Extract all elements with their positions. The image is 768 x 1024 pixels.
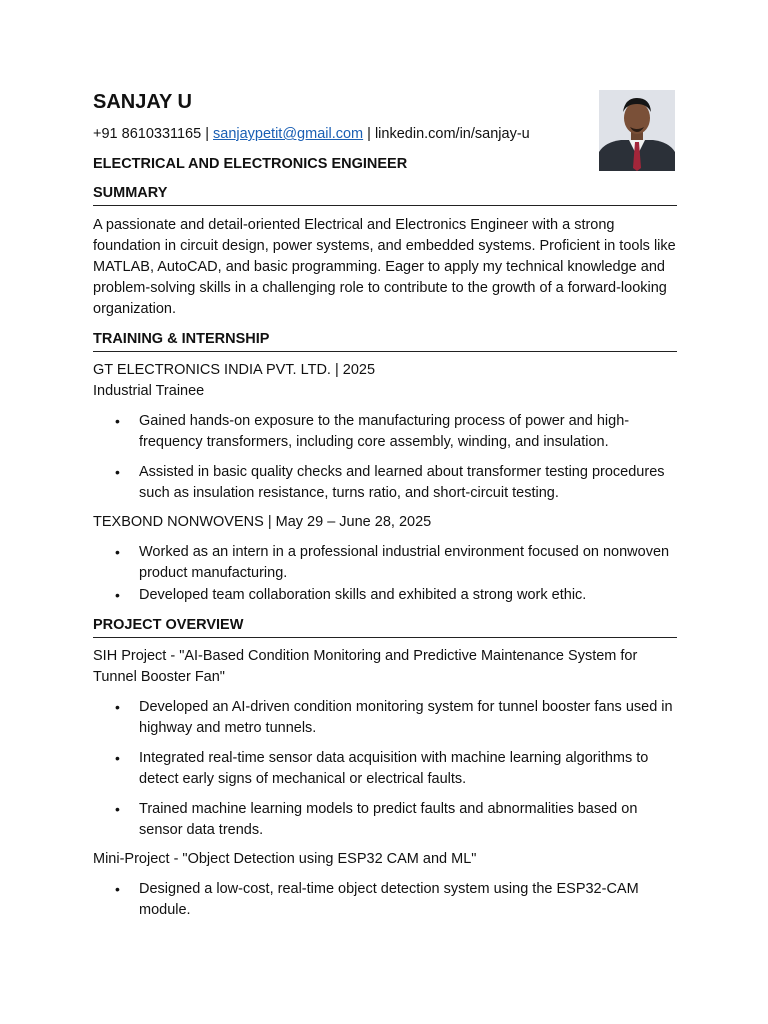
bullet-icon: • — [115, 544, 120, 560]
bullet-icon: • — [115, 801, 120, 817]
list-item — [93, 697, 677, 739]
summary-heading: SUMMARY — [93, 183, 677, 206]
bullet-icon: • — [115, 699, 120, 715]
summary-text: A passionate and detail-oriented Electrical and Electronics Engineer with a strong foundation in circuit design, power systems, and embedded systems. Proficient in tools like MATLAB, AutoCAD, and basic programming. Eager to apply my technical knowledge and problem-solving skills in a challenging role to contribute to the growth of a forward-looking organization. — [93, 217, 676, 317]
sih-bullet-list — [93, 697, 677, 841]
list-item — [93, 462, 677, 504]
texbond-company: TEXBOND NONWOVENS | May 29 – June 28, 2025 — [93, 514, 432, 530]
mini-bullet-list — [93, 879, 677, 921]
sih-project-title: SIH Project - "AI-Based Condition Monitoring and Predictive Maintenance System for Tunnel Booster Fan" — [93, 648, 638, 685]
list-item — [93, 799, 677, 841]
profile-photo — [599, 90, 675, 171]
bullet-icon: • — [115, 750, 120, 766]
gt-bullet-list — [93, 411, 677, 504]
bullet-text: Developed an AI-driven condition monitoring system for tunnel booster fans used in highway and metro tunnels. — [139, 699, 673, 736]
bullet-text: Trained machine learning models to predict faults and abnormalities based on sensor data trends. — [139, 801, 638, 838]
bullet-text: Designed a low-cost, real-time object detection system using the ESP32-CAM module. — [139, 881, 639, 918]
bullet-text: Worked as an intern in a professional industrial environment focused on nonwoven product manufacturing. — [139, 544, 670, 581]
bullet-text: Integrated real-time sensor data acquisition with machine learning algorithms to detect early signs of mechanical or electrical faults. — [139, 750, 649, 787]
bullet-text: Gained hands-on exposure to the manufacturing process of power and high-frequency transformers, including core assembly, winding, and insulation. — [139, 413, 630, 450]
list-item — [93, 748, 677, 790]
bullet-text: Assisted in basic quality checks and learned about transformer testing procedures such as insulation resistance, turns ratio, and short-circuit testing. — [139, 464, 665, 501]
resume-page — [93, 88, 677, 921]
gt-company: GT ELECTRONICS INDIA PVT. LTD. | 2025 — [93, 362, 376, 378]
gt-role: Industrial Trainee — [93, 383, 205, 399]
bullet-icon: • — [115, 587, 120, 603]
mini-project-title: Mini-Project - "Object Detection using ESP32 CAM and ML" — [93, 851, 477, 867]
person-portrait-icon — [599, 90, 675, 171]
texbond-bullet-list — [93, 542, 677, 606]
list-item — [93, 542, 677, 584]
bullet-icon: • — [115, 464, 120, 480]
list-item — [93, 879, 677, 921]
training-heading: TRAINING & INTERNSHIP — [93, 329, 677, 352]
job-title: ELECTRICAL AND ELECTRONICS ENGINEER — [93, 156, 408, 172]
linkedin-text: | linkedin.com/in/sanjay-u — [363, 126, 530, 142]
list-item — [93, 411, 677, 453]
email-link[interactable]: sanjaypetit@gmail.com — [213, 126, 364, 142]
bullet-icon: • — [115, 413, 120, 429]
phone-text: +91 8610331165 | — [93, 126, 214, 142]
bullet-icon: • — [115, 881, 120, 897]
candidate-name: SANJAY U — [93, 91, 192, 113]
contact-line — [93, 124, 677, 144]
list-item — [93, 585, 677, 606]
projects-heading: PROJECT OVERVIEW — [93, 615, 677, 638]
bullet-text: Developed team collaboration skills and exhibited a strong work ethic. — [139, 587, 587, 603]
